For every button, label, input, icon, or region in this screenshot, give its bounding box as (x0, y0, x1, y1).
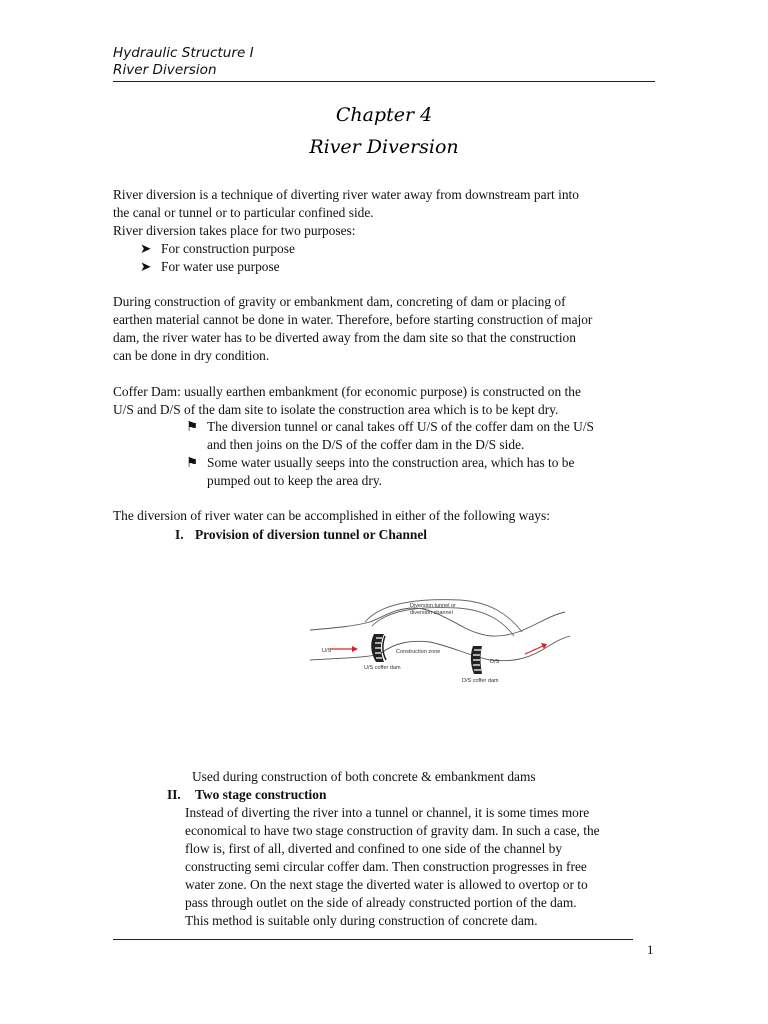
us-coffer-dam-label: U/S coffer dam (364, 665, 401, 671)
tunnel-label-2: diversion channel (410, 610, 453, 616)
ds-coffer-dam-label: D/S coffer dam (462, 678, 499, 684)
us-flow-arrowhead (352, 646, 358, 652)
coffer-point-line: and then joins on the D/S of the coffer dam in the D/S side. (207, 437, 525, 452)
river-diversion-diagram (300, 590, 575, 700)
method2-heading: Two stage construction (195, 787, 327, 802)
figure-caption: Used during construction of both concrete & embankment dams (192, 769, 536, 784)
header-section-title: River Diversion (113, 62, 217, 78)
intro-line-1: River diversion is a technique of diverting river water away from downstream part into (113, 187, 579, 202)
method2-line: constructing semi circular coffer dam. Then construction progresses in free (185, 859, 587, 874)
purpose-text: For water use purpose (161, 259, 280, 274)
construction-line-3: dam, the river water has to be diverted away from the dam site so that the construction (113, 330, 576, 345)
flag-bullet-icon: ⚑ (186, 455, 199, 470)
tunnel-label-1: Diversion tunnel or (410, 603, 456, 609)
construction-line-2: earthen material cannot be done in water. Therefore, before starting construction of major (113, 312, 593, 327)
coffer-point-line: pumped out to keep the area dry. (207, 473, 383, 488)
coffer-point-line: The diversion tunnel or canal takes off U/S of the coffer dam on the U/S (207, 419, 594, 434)
method2-line: economical to have two stage construction of gravity dam. In such a case, the (185, 823, 600, 838)
construction-zone-label: Construction zone (396, 649, 441, 655)
header-rule (113, 81, 655, 82)
ds-coffer-dam-shape (471, 646, 482, 674)
footer-rule (113, 939, 633, 940)
coffer-line-1: Coffer Dam: usually earthen embankment (for economic purpose) is constructed on the (113, 384, 581, 399)
coffer-point (186, 454, 198, 472)
method1-numeral: I. (175, 527, 184, 542)
method2-line: flow is, first of all, diverted and confined to one side of the channel by (185, 841, 563, 856)
construction-line-4: can be done in dry condition. (113, 348, 270, 363)
ds-flow-arrow (525, 646, 543, 654)
ways-intro: The diversion of river water can be accomplished in either of the following ways: (113, 508, 550, 523)
method2-line: Instead of diverting the river into a tunnel or channel, it is some times more (185, 805, 590, 820)
coffer-point (186, 418, 198, 436)
ds-label: D/S (490, 659, 500, 665)
intro-line-3: River diversion takes place for two purposes: (113, 223, 356, 238)
us-label: U/S (322, 648, 332, 654)
method2-line: pass through outlet on the side of already constructed portion of the dam. (185, 895, 577, 910)
method1-heading: Provision of diversion tunnel or Channel (195, 527, 428, 542)
method2-line: This method is suitable only during construction of concrete dam. (185, 913, 538, 928)
purpose-text: For construction purpose (161, 241, 295, 256)
intro-line-2: the canal or tunnel or to particular confined side. (113, 205, 374, 220)
purpose-item (140, 240, 295, 258)
method2-numeral: II. (167, 787, 181, 802)
chapter-title: Chapter 4 (335, 104, 433, 126)
header-course-title: Hydraulic Structure I (113, 45, 254, 61)
coffer-point-line: Some water usually seeps into the construction area, which has to be (207, 455, 575, 470)
construction-line-1: During construction of gravity or embankment dam, concreting of dam or placing of (113, 294, 566, 309)
method2-line: water zone. On the next stage the diverted water is allowed to overtop or to (185, 877, 588, 892)
flag-bullet-icon: ⚑ (186, 419, 199, 434)
purpose-item (140, 258, 280, 276)
arrowhead-bullet-icon: ➤ (140, 241, 152, 256)
page-number: 1 (647, 942, 654, 957)
chapter-subject: River Diversion (309, 136, 459, 158)
arrowhead-bullet-icon: ➤ (140, 259, 152, 274)
us-coffer-dam-shape (371, 634, 386, 662)
coffer-line-2: U/S and D/S of the dam site to isolate the construction area which is to be kept dry. (113, 402, 559, 417)
